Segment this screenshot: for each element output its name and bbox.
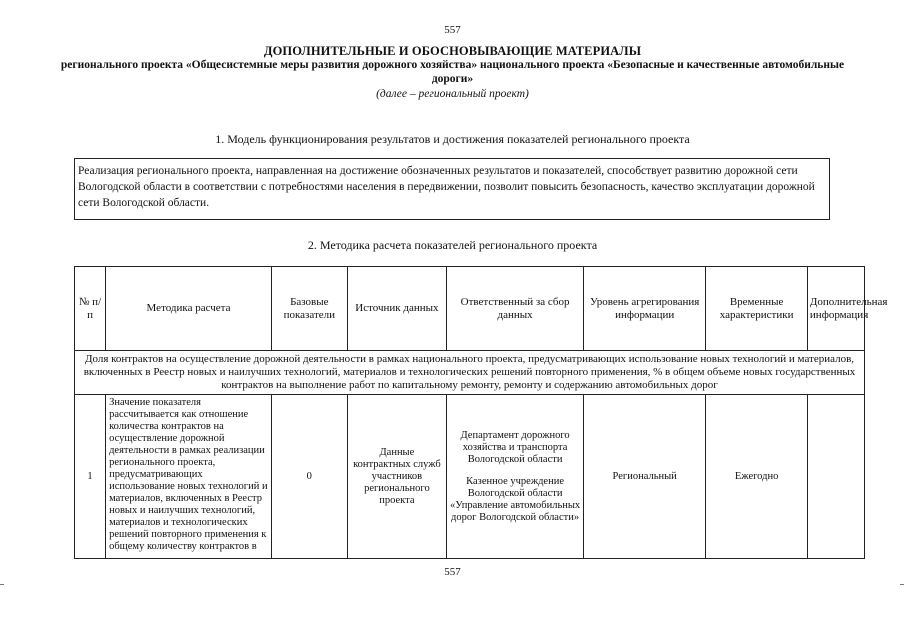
document-subtitle: регионального проекта «Общесистемные меры развития дорожного хозяйства» национального проекта «Безопасные и качественные автомобильные дороги» [60,59,845,85]
header-level: Уровень агрегирования информации [584,267,706,351]
page-number-top: 557 [444,24,461,36]
header-source: Источник данных [347,267,447,351]
row-level: Региональный [584,395,706,559]
subtitle-note: (далее – региональный проект) [376,88,529,100]
row-responsible [447,395,584,559]
header-method: Методика расчета [106,267,272,351]
row-method: Значение показателя рассчитывается как отношение количества контрактов на осуществление дорожной деятельности в рамках реализации регионального проекта, предусматривающих использование новых технологий и материалов, включенных в Реестр новых и наилучших технологий, материалов и технологических решений повторного применения к общему количеству контрактов в [106,395,272,559]
responsible-department: Департамент дорожного хозяйства и транспорта Вологодской области [460,429,570,465]
responsible-institution: Казенное учреждение Вологодской области «Управление автомобильных дорог Вологодской области» [449,475,581,523]
row-source: Данные контрактных служб участников регионального проекта [347,395,447,559]
table-group-row [75,351,865,395]
document-title: ДОПОЛНИТЕЛЬНЫЕ И ОБОСНОВЫВАЮЩИЕ МАТЕРИАЛЫ [263,44,642,58]
scan-edge-mark-left [0,584,4,585]
scan-edge-mark-right [900,584,904,585]
header-extra: Дополнительная информация [807,267,864,351]
table-header-row [75,267,865,351]
section1-description-box: Реализация регионального проекта, направленная на достижение обозначенных результатов и показателей, способствует развитию дорожной сети Вологодской области в соответствии с потребностями населения в передвижении, позволит повысить безопасность, качество эксплуатации дорожной сети Вологодской области. [74,158,830,220]
indicator-group-title: Доля контрактов на осуществление дорожной деятельности в рамках национального проекта, предусматривающих использование новых технологий и материалов, включенных в Реестр новых и наилучших технологий, материалов и технологических решений повторного применения, % в общем объеме новых государственных контрактов на выполнение работ по капитальному ремонту, ремонту и содержанию автомобильных дорог [75,351,865,395]
header-time: Временные характеристики [706,267,808,351]
table-row [75,395,865,559]
row-extra [807,395,864,559]
section1-heading: 1. Модель функционирования результатов и достижения показателей регионального проекта [215,132,690,146]
header-responsible: Ответственный за сбор данных [447,267,584,351]
methodology-table [74,266,888,559]
row-time: Ежегодно [706,395,808,559]
page-number-bottom: 557 [444,566,461,578]
row-num: 1 [75,395,106,559]
row-base: 0 [271,395,347,559]
header-base: Базовые показатели [271,267,347,351]
section2-heading: 2. Методика расчета показателей регионального проекта [307,238,598,252]
header-num: № п/ п [75,267,106,351]
